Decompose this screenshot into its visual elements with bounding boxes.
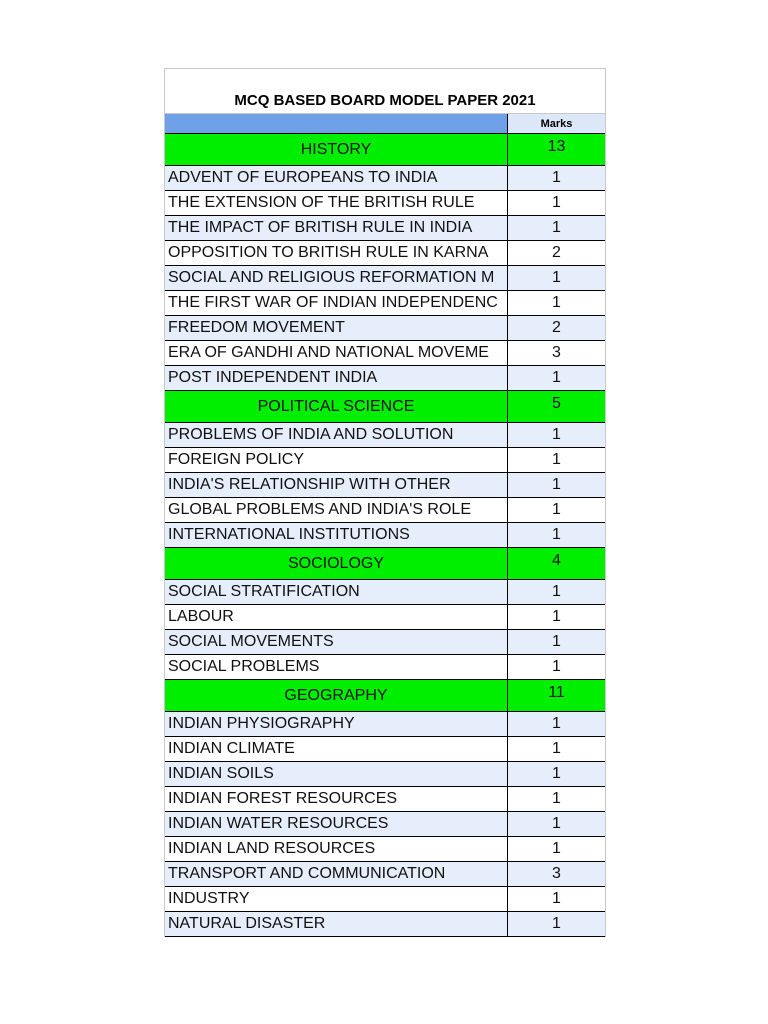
topic-marks: 1: [552, 890, 561, 907]
topic-name: SOCIAL MOVEMENTS: [165, 630, 508, 654]
title-row: [165, 69, 605, 114]
topic-marks: 1: [552, 451, 561, 468]
topic-name: TRANSPORT AND COMMUNICATION: [165, 862, 508, 886]
table-row: [165, 737, 605, 762]
section-marks: 5: [552, 395, 561, 412]
topic-name: INDUSTRY: [165, 887, 508, 911]
topic-name: FOREIGN POLICY: [165, 448, 508, 472]
table-row: [165, 523, 605, 548]
topic-marks: 1: [552, 633, 561, 650]
topic-name: INDIAN CLIMATE: [165, 737, 508, 761]
topic-marks: 1: [552, 608, 561, 625]
marks-header: Marks: [508, 114, 605, 133]
header-row: [165, 114, 605, 134]
topic-marks: 1: [552, 765, 561, 782]
table-row: [165, 912, 605, 937]
table-body: [165, 134, 605, 937]
topic-marks: 1: [552, 658, 561, 675]
section-row: [165, 680, 605, 712]
section-marks: 4: [552, 552, 561, 569]
section-name: GEOGRAPHY: [165, 680, 508, 711]
table-row: [165, 448, 605, 473]
topic-marks: 1: [552, 840, 561, 857]
topic-name: INDIA'S RELATIONSHIP WITH OTHER: [165, 473, 508, 497]
topic-marks: 1: [552, 294, 561, 311]
topic-marks: 3: [552, 865, 561, 882]
topic-marks: 1: [552, 501, 561, 518]
topic-name: INTERNATIONAL INSTITUTIONS: [165, 523, 508, 547]
section-row: [165, 548, 605, 580]
page-title: MCQ BASED BOARD MODEL PAPER 2021: [234, 92, 536, 109]
table-row: [165, 191, 605, 216]
table-row: [165, 812, 605, 837]
table-row: [165, 630, 605, 655]
table-row: [165, 266, 605, 291]
topic-name: THE EXTENSION OF THE BRITISH RULE: [165, 191, 508, 215]
topic-marks: 1: [552, 369, 561, 386]
section-name: POLITICAL SCIENCE: [165, 391, 508, 422]
topic-marks: 1: [552, 715, 561, 732]
topic-marks: 1: [552, 815, 561, 832]
topic-marks: 1: [552, 583, 561, 600]
topic-name: OPPOSITION TO BRITISH RULE IN KARNA: [165, 241, 508, 265]
table-row: [165, 655, 605, 680]
table-row: [165, 216, 605, 241]
section-row: [165, 134, 605, 166]
header-name-cell: [165, 114, 508, 133]
topic-marks: 1: [552, 269, 561, 286]
table-row: [165, 580, 605, 605]
topic-marks: 2: [552, 244, 561, 261]
table-row: [165, 473, 605, 498]
table-row: [165, 605, 605, 630]
table-row: [165, 862, 605, 887]
topic-marks: 3: [552, 344, 561, 361]
table-row: [165, 498, 605, 523]
topic-name: THE FIRST WAR OF INDIAN INDEPENDENC: [165, 291, 508, 315]
topic-marks: 1: [552, 790, 561, 807]
table-row: [165, 166, 605, 191]
topic-marks: 1: [552, 526, 561, 543]
topic-marks: 1: [552, 169, 561, 186]
topic-name: SOCIAL STRATIFICATION: [165, 580, 508, 604]
topic-name: SOCIAL AND RELIGIOUS REFORMATION M: [165, 266, 508, 290]
table-row: [165, 712, 605, 737]
topic-name: PROBLEMS OF INDIA AND SOLUTION: [165, 423, 508, 447]
table-row: [165, 316, 605, 341]
table-row: [165, 241, 605, 266]
section-name: SOCIOLOGY: [165, 548, 508, 579]
topic-name: INDIAN PHYSIOGRAPHY: [165, 712, 508, 736]
table-row: [165, 423, 605, 448]
topic-marks: 1: [552, 426, 561, 443]
section-row: [165, 391, 605, 423]
topic-name: INDIAN LAND RESOURCES: [165, 837, 508, 861]
section-name: HISTORY: [165, 134, 508, 165]
topic-name: ERA OF GANDHI AND NATIONAL MOVEME: [165, 341, 508, 365]
topic-name: SOCIAL PROBLEMS: [165, 655, 508, 679]
table-row: [165, 291, 605, 316]
topic-name: FREEDOM MOVEMENT: [165, 316, 508, 340]
topic-name: INDIAN FOREST RESOURCES: [165, 787, 508, 811]
topic-marks: 1: [552, 740, 561, 757]
table-row: [165, 887, 605, 912]
table-row: [165, 341, 605, 366]
table-row: [165, 762, 605, 787]
topic-marks: 1: [552, 915, 561, 932]
topic-name: ADVENT OF EUROPEANS TO INDIA: [165, 166, 508, 190]
topic-name: THE IMPACT OF BRITISH RULE IN INDIA: [165, 216, 508, 240]
topic-marks: 2: [552, 319, 561, 336]
table-row: [165, 366, 605, 391]
topic-name: INDIAN WATER RESOURCES: [165, 812, 508, 836]
topic-name: NATURAL DISASTER: [165, 912, 508, 936]
table-row: [165, 837, 605, 862]
topic-name: INDIAN SOILS: [165, 762, 508, 786]
marks-table: [164, 68, 606, 937]
topic-name: LABOUR: [165, 605, 508, 629]
table-row: [165, 787, 605, 812]
topic-marks: 1: [552, 194, 561, 211]
section-marks: 11: [548, 684, 565, 701]
topic-name: GLOBAL PROBLEMS AND INDIA'S ROLE: [165, 498, 508, 522]
section-marks: 13: [547, 138, 566, 155]
topic-name: POST INDEPENDENT INDIA: [165, 366, 508, 390]
topic-marks: 1: [552, 476, 561, 493]
topic-marks: 1: [552, 219, 561, 236]
